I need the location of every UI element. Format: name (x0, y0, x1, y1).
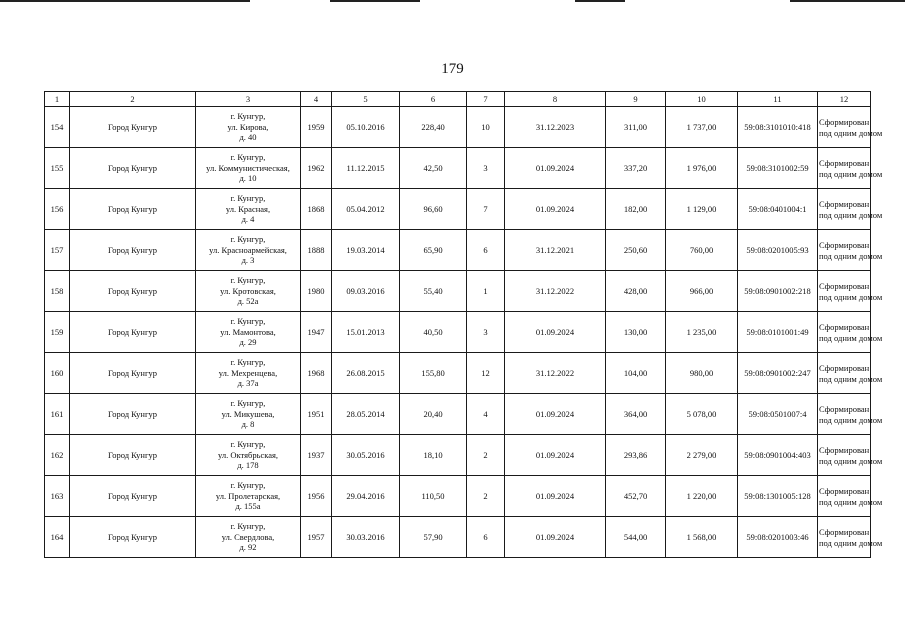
area-cell: 57,90 (400, 517, 467, 558)
deadline-cell: 31.12.2023 (505, 107, 606, 148)
area-cell: 18,10 (400, 435, 467, 476)
column-header: 2 (70, 92, 196, 107)
address-cell (196, 312, 301, 353)
status-line: Сформирован (819, 444, 870, 455)
count-cell: 1 (467, 271, 505, 312)
status-line: Сформирован (819, 321, 870, 332)
column-header: 7 (467, 92, 505, 107)
year-cell: 1947 (301, 312, 332, 353)
address-line: д. 52а (237, 296, 259, 307)
deadline-cell: 01.09.2024 (505, 435, 606, 476)
count-cell: 10 (467, 107, 505, 148)
value1-cell: 250,60 (606, 230, 666, 271)
address-line: ул. Красноармейская, (209, 244, 287, 255)
area-cell: 55,40 (400, 271, 467, 312)
locality-cell: Город Кунгур (70, 312, 196, 353)
value2-cell: 1 129,00 (666, 189, 738, 230)
count-cell: 7 (467, 189, 505, 230)
header-row (45, 92, 871, 107)
status-cell (818, 148, 883, 189)
row-number-cell: 154 (45, 107, 70, 148)
status-cell (818, 517, 883, 558)
area-cell: 110,50 (400, 476, 467, 517)
status-cell (818, 353, 883, 394)
address-cell (196, 394, 301, 435)
cadastral-number-cell: 59:08:3101010:418 (738, 107, 818, 148)
value2-cell: 2 279,00 (666, 435, 738, 476)
table-row (45, 107, 871, 148)
date-cell: 26.08.2015 (332, 353, 400, 394)
value1-cell: 182,00 (606, 189, 666, 230)
cadastral-number-cell: 59:08:0201005:93 (738, 230, 818, 271)
table-row (45, 394, 871, 435)
year-cell: 1937 (301, 435, 332, 476)
register-table (44, 91, 883, 558)
cadastral-number-cell: 59:08:3101002:59 (738, 148, 818, 189)
locality-cell: Город Кунгур (70, 476, 196, 517)
address-line: г. Кунгур, (230, 275, 266, 286)
table-row (45, 148, 871, 189)
cadastral-number-cell: 59:08:0501007:4 (738, 394, 818, 435)
area-cell: 155,80 (400, 353, 467, 394)
address-cell (196, 353, 301, 394)
address-line: г. Кунгур, (230, 234, 266, 245)
area-cell: 40,50 (400, 312, 467, 353)
locality-cell: Город Кунгур (70, 435, 196, 476)
locality-cell: Город Кунгур (70, 107, 196, 148)
status-line: Сформирован (819, 403, 870, 414)
status-line: Сформирован (819, 362, 870, 373)
status-line: Сформирован (819, 485, 870, 496)
column-header: 12 (818, 92, 871, 107)
count-cell: 6 (467, 517, 505, 558)
address-line: г. Кунгур, (230, 480, 266, 491)
value2-cell: 1 568,00 (666, 517, 738, 558)
value1-cell: 544,00 (606, 517, 666, 558)
address-line: ул. Свердлова, (221, 531, 275, 542)
year-cell: 1980 (301, 271, 332, 312)
address-line: ул. Кротовская, (220, 285, 276, 296)
cadastral-number-cell: 59:08:0901002:247 (738, 353, 818, 394)
address-line: г. Кунгур, (230, 111, 266, 122)
count-cell: 4 (467, 394, 505, 435)
status-cell (818, 394, 883, 435)
table-row (45, 476, 871, 517)
deadline-cell: 01.09.2024 (505, 148, 606, 189)
area-cell: 96,60 (400, 189, 467, 230)
cadastral-number-cell: 59:08:1301005:128 (738, 476, 818, 517)
row-number-cell: 156 (45, 189, 70, 230)
date-cell: 15.01.2013 (332, 312, 400, 353)
address-line: ул. Красная, (225, 203, 271, 214)
value2-cell: 1 737,00 (666, 107, 738, 148)
column-header: 11 (738, 92, 818, 107)
year-cell: 1956 (301, 476, 332, 517)
deadline-cell: 01.09.2024 (505, 517, 606, 558)
column-header: 1 (45, 92, 70, 107)
address-line: г. Кунгур, (230, 193, 266, 204)
status-line: под одним домом (819, 250, 883, 261)
date-cell: 30.05.2016 (332, 435, 400, 476)
table-row (45, 189, 871, 230)
area-cell: 20,40 (400, 394, 467, 435)
locality-cell: Город Кунгур (70, 394, 196, 435)
value1-cell: 311,00 (606, 107, 666, 148)
year-cell: 1868 (301, 189, 332, 230)
status-line: Сформирован (819, 526, 870, 537)
status-line: Сформирован (819, 239, 870, 250)
table-row (45, 312, 871, 353)
year-cell: 1968 (301, 353, 332, 394)
row-number-cell: 159 (45, 312, 70, 353)
cadastral-number-cell: 59:08:0401004:1 (738, 189, 818, 230)
status-line: под одним домом (819, 332, 883, 343)
value1-cell: 104,00 (606, 353, 666, 394)
scan-edge-line (790, 0, 905, 2)
value2-cell: 1 235,00 (666, 312, 738, 353)
table-body (45, 107, 883, 558)
status-line: под одним домом (819, 168, 883, 179)
locality-cell: Город Кунгур (70, 353, 196, 394)
locality-cell: Город Кунгур (70, 230, 196, 271)
count-cell: 6 (467, 230, 505, 271)
address-line: д. 3 (241, 255, 255, 266)
date-cell: 05.10.2016 (332, 107, 400, 148)
date-cell: 29.04.2016 (332, 476, 400, 517)
cadastral-number-cell: 59:08:0901002:218 (738, 271, 818, 312)
area-cell: 42,50 (400, 148, 467, 189)
locality-cell: Город Кунгур (70, 148, 196, 189)
deadline-cell: 31.12.2022 (505, 271, 606, 312)
address-line: ул. Октябрьская, (217, 449, 279, 460)
year-cell: 1951 (301, 394, 332, 435)
row-number-cell: 158 (45, 271, 70, 312)
value1-cell: 364,00 (606, 394, 666, 435)
count-cell: 2 (467, 435, 505, 476)
status-line: Сформирован (819, 116, 870, 127)
count-cell: 3 (467, 312, 505, 353)
address-line: д. 37а (237, 378, 259, 389)
column-header: 10 (666, 92, 738, 107)
locality-cell: Город Кунгур (70, 271, 196, 312)
address-line: д. 29 (239, 337, 257, 348)
status-line: под одним домом (819, 209, 883, 220)
value2-cell: 980,00 (666, 353, 738, 394)
row-number-cell: 155 (45, 148, 70, 189)
locality-cell: Город Кунгур (70, 517, 196, 558)
status-line: под одним домом (819, 455, 883, 466)
table-row (45, 271, 871, 312)
count-cell: 12 (467, 353, 505, 394)
address-line: д. 10 (239, 173, 257, 184)
status-line: под одним домом (819, 537, 883, 548)
status-line: под одним домом (819, 291, 883, 302)
year-cell: 1957 (301, 517, 332, 558)
area-cell: 228,40 (400, 107, 467, 148)
status-line: под одним домом (819, 496, 883, 507)
value1-cell: 452,70 (606, 476, 666, 517)
value2-cell: 5 078,00 (666, 394, 738, 435)
column-header: 4 (301, 92, 332, 107)
table-row (45, 353, 871, 394)
locality-cell: Город Кунгур (70, 189, 196, 230)
status-cell (818, 230, 883, 271)
address-line: ул. Кирова, (227, 121, 269, 132)
value1-cell: 130,00 (606, 312, 666, 353)
address-line: г. Кунгур, (230, 521, 266, 532)
status-cell (818, 107, 883, 148)
status-line: под одним домом (819, 414, 883, 425)
address-line: д. 4 (241, 214, 255, 225)
table-row (45, 230, 871, 271)
area-cell: 65,90 (400, 230, 467, 271)
deadline-cell: 01.09.2024 (505, 189, 606, 230)
address-cell (196, 148, 301, 189)
address-line: г. Кунгур, (230, 152, 266, 163)
status-line: Сформирован (819, 280, 870, 291)
address-line: ул. Мамонтова, (220, 326, 276, 337)
status-cell (818, 271, 883, 312)
date-cell: 30.03.2016 (332, 517, 400, 558)
deadline-cell: 01.09.2024 (505, 312, 606, 353)
row-number-cell: 164 (45, 517, 70, 558)
count-cell: 2 (467, 476, 505, 517)
page-number: 179 (441, 61, 464, 77)
date-cell: 28.05.2014 (332, 394, 400, 435)
row-number-cell: 162 (45, 435, 70, 476)
scan-edge-line (575, 0, 625, 2)
address-line: ул. Мехренцева, (218, 367, 278, 378)
table-row (45, 435, 871, 476)
address-cell (196, 271, 301, 312)
column-header: 9 (606, 92, 666, 107)
value1-cell: 337,20 (606, 148, 666, 189)
status-cell (818, 476, 883, 517)
cadastral-number-cell: 59:08:0201003:46 (738, 517, 818, 558)
column-header: 5 (332, 92, 400, 107)
row-number-cell: 157 (45, 230, 70, 271)
address-line: г. Кунгур, (230, 398, 266, 409)
column-header: 6 (400, 92, 467, 107)
address-line: ул. Пролетарская, (215, 490, 281, 501)
row-number-cell: 161 (45, 394, 70, 435)
value2-cell: 1 976,00 (666, 148, 738, 189)
deadline-cell: 31.12.2022 (505, 353, 606, 394)
address-cell (196, 435, 301, 476)
row-number-cell: 163 (45, 476, 70, 517)
address-line: ул. Коммунистическая, (206, 162, 290, 173)
status-line: Сформирован (819, 198, 870, 209)
address-line: ул. Микушева, (221, 408, 275, 419)
address-cell (196, 517, 301, 558)
scan-edge-line (0, 0, 250, 2)
address-line: д. 92 (239, 542, 257, 553)
address-line: д. 155а (235, 501, 261, 512)
address-cell (196, 230, 301, 271)
address-cell (196, 476, 301, 517)
value2-cell: 966,00 (666, 271, 738, 312)
column-header: 3 (196, 92, 301, 107)
year-cell: 1888 (301, 230, 332, 271)
table-row (45, 517, 871, 558)
value1-cell: 428,00 (606, 271, 666, 312)
status-cell (818, 189, 883, 230)
date-cell: 05.04.2012 (332, 189, 400, 230)
value2-cell: 1 220,00 (666, 476, 738, 517)
status-line: Сформирован (819, 157, 870, 168)
deadline-cell: 31.12.2021 (505, 230, 606, 271)
status-cell (818, 312, 883, 353)
address-line: д. 178 (237, 460, 259, 471)
address-cell (196, 107, 301, 148)
deadline-cell: 01.09.2024 (505, 476, 606, 517)
value2-cell: 760,00 (666, 230, 738, 271)
scan-edge-line (330, 0, 420, 2)
cadastral-number-cell: 59:08:0901004:403 (738, 435, 818, 476)
column-header: 8 (505, 92, 606, 107)
deadline-cell: 01.09.2024 (505, 394, 606, 435)
value1-cell: 293,86 (606, 435, 666, 476)
status-line: под одним домом (819, 127, 883, 138)
address-line: д. 40 (239, 132, 257, 143)
address-line: г. Кунгур, (230, 357, 266, 368)
date-cell: 09.03.2016 (332, 271, 400, 312)
address-line: д. 8 (241, 419, 255, 430)
status-line: под одним домом (819, 373, 883, 384)
count-cell: 3 (467, 148, 505, 189)
date-cell: 19.03.2014 (332, 230, 400, 271)
year-cell: 1962 (301, 148, 332, 189)
address-line: г. Кунгур, (230, 316, 266, 327)
status-cell (818, 435, 883, 476)
address-line: г. Кунгур, (230, 439, 266, 450)
cadastral-number-cell: 59:08:0101001:49 (738, 312, 818, 353)
address-cell (196, 189, 301, 230)
year-cell: 1959 (301, 107, 332, 148)
date-cell: 11.12.2015 (332, 148, 400, 189)
row-number-cell: 160 (45, 353, 70, 394)
